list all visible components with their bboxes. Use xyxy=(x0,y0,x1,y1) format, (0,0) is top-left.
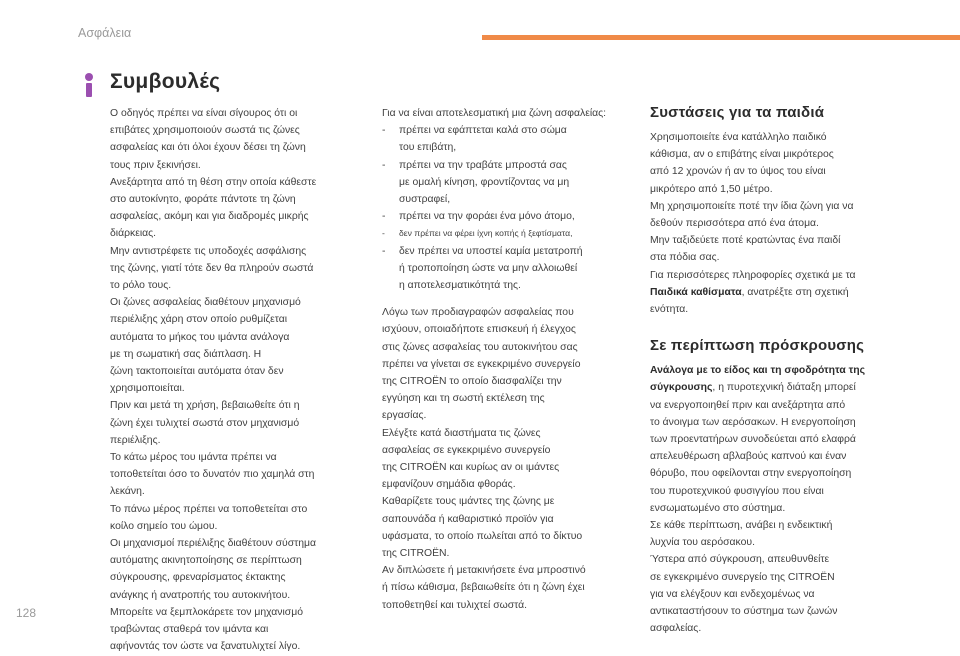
child-seat-reference xyxy=(650,284,910,301)
text-line: ενσωματωμένο στο σύστημα. xyxy=(650,502,786,514)
text-line: Χρησιμοποιείτε ένα κατάλληλο παιδικό xyxy=(650,132,827,143)
text-line: τοποθετηθεί και τυλιχτεί σωστά. xyxy=(382,599,528,611)
children-last-line: ενότητα. xyxy=(650,304,689,316)
text-line: αυτόματης ακινητοποίησης σε περίπτωση xyxy=(110,555,302,567)
children-crash-column xyxy=(650,103,910,637)
maintenance-text xyxy=(382,304,632,614)
text-line: τοποθετείται όσο το δυνατόν πιο χαμηλά στη xyxy=(110,469,315,481)
text-line: των προεντατήρων συνοδεύεται από ελαφρά xyxy=(650,434,856,446)
list-item-line: η αποτελεσματικότητά της. xyxy=(399,280,521,292)
crash-bold-word: σύγκρουσης xyxy=(650,382,713,394)
crash-text xyxy=(650,397,910,638)
crash-section-title: Σε περίπτωση πρόσκρουσης xyxy=(650,337,865,355)
text-line: ασφαλείας. xyxy=(650,623,702,635)
text-line: λεκάνη. xyxy=(110,486,145,498)
text-line: Μην ταξιδεύετε ποτέ κρατώντας ένα παιδί xyxy=(650,235,841,247)
list-item-line: συστραφεί, xyxy=(399,194,451,206)
crash-second-line-rest: , η πυροτεχνική διάταξη μπορεί xyxy=(712,382,856,394)
text-line: επιβάτες χρησιμοποιούν σωστά τις ζώνες xyxy=(110,125,300,137)
list-item xyxy=(382,157,632,209)
text-line: Ύστερα από σύγκρουση, απευθυνθείτε xyxy=(650,554,830,566)
crash-bold-text: Ανάλογα με το είδος και τη σφοδρότητα της xyxy=(650,365,866,377)
text-line: εγγύηση και τη σωστή εκτέλεση της xyxy=(382,393,545,405)
text-line: της ζώνης, γιατί τότε δεν θα πληρούν σωστά xyxy=(110,262,314,274)
text-line: κάθισμα, αν ο επιβάτης είναι μικρότερος xyxy=(650,149,834,161)
text-line: ισχύουν, οποιαδήποτε επισκευή ή έλεγχος xyxy=(382,324,576,336)
text-line: δεθούν περισσότερα από ένα άτομα. xyxy=(650,218,819,230)
text-line: Για περισσότερες πληροφορίες σχετικά με τα xyxy=(650,269,856,281)
text-line: τραβώντας σταθερά τον ιμάντα και xyxy=(110,624,269,636)
crash-second-line xyxy=(650,379,910,396)
crash-bold-line xyxy=(650,362,910,379)
text-line: τους πριν ξεκινήσει. xyxy=(110,159,201,171)
text-line: Το πάνω μέρος πρέπει να τοποθετείται στο xyxy=(110,503,308,515)
text-line: με τη σωματική σας διάπλαση. Η xyxy=(110,348,262,360)
list-item xyxy=(382,122,632,156)
text-line: χρησιμοποιείται. xyxy=(110,383,185,395)
text-line: διάρκειας. xyxy=(110,228,157,240)
text-line: στο αυτοκίνητο, φοράτε πάντοτε τη ζώνη xyxy=(110,194,296,206)
text-line: Οι ζώνες ασφαλείας διαθέτουν μηχανισμό xyxy=(110,297,301,309)
info-icon-stem xyxy=(86,83,92,97)
text-line: Το κάτω μέρος του ιμάντα πρέπει να xyxy=(110,452,277,464)
text-line: Οι μηχανισμοί περιέλιξης διαθέτουν σύστημα xyxy=(110,538,316,550)
list-item xyxy=(382,225,632,242)
text-line: Μη χρησιμοποιείτε ποτέ την ίδια ζώνη για να xyxy=(650,200,854,212)
text-line: λυχνία του αερόσακου. xyxy=(650,537,755,549)
text-line: Ελέγξτε κατά διαστήματα τις ζώνες xyxy=(382,427,541,439)
text-line: εργασίας. xyxy=(382,410,427,422)
list-item xyxy=(382,208,632,225)
text-line: ή πίσω κάθισμα, βεβαιωθείτε ότι η ζώνη έχει xyxy=(382,582,585,594)
list-item-line: με ομαλή κίνηση, φροντίζοντας να μη xyxy=(399,176,570,188)
text-line: αυτόματα το μήκος του ιμάντα ανάλογα xyxy=(110,331,290,343)
page-number: 128 xyxy=(16,606,37,620)
text-line: Λόγω των προδιαγραφών ασφαλείας που xyxy=(382,307,574,319)
child-seat-reference-rest: , ανατρέξτε στη σχετική xyxy=(741,286,849,298)
text-line: σύγκρουσης, φρεναρίσματος έκτακτης xyxy=(110,572,286,584)
text-line: αντικαταστήσουν το σύστημα των ζωνών xyxy=(650,606,838,618)
text-line: στα πόδια σας. xyxy=(650,252,720,264)
effectiveness-list xyxy=(382,122,632,294)
advice-column xyxy=(110,105,358,656)
text-line: Σε κάθε περίπτωση, ανάβει η ενδεικτική xyxy=(650,520,833,532)
text-line: Ο οδηγός πρέπει να είναι σίγουρος ότι οι xyxy=(110,108,298,119)
text-line: ζώνη τακτοποιείται αυτόματα όταν δεν xyxy=(110,366,284,378)
text-line: Ανεξάρτητα από τη θέση στην οποία κάθεστε xyxy=(110,176,317,188)
text-line: το άνοιγμα των αερόσακων. Η ενεργοποίηση xyxy=(650,416,856,428)
text-line: Μην αντιστρέφετε τις υποδοχές ασφάλισης xyxy=(110,245,307,257)
list-item-line: - δεν πρέπει να φέρει ίχνη κοπής ή ξεφτίσματα, xyxy=(399,228,573,239)
text-line: από 12 χρονών ή αν το ύψος του είναι xyxy=(650,166,826,178)
list-item-line: - δεν πρέπει να υποστεί καμία μετατροπή xyxy=(399,245,583,257)
text-line: της CITROËN. xyxy=(382,548,450,560)
text-line: ασφαλείας, ακόμη και για διαδρομές μικρής xyxy=(110,211,309,223)
page-title: Συμβουλές xyxy=(110,70,221,93)
text-line: Πριν και μετά τη χρήση, βεβαιωθείτε ότι η xyxy=(110,400,300,412)
text-line: ασφαλείας και ότι όλοι έχουν δέσει τη ζώνη xyxy=(110,142,306,154)
text-line: Μπορείτε να ξεμπλοκάρετε τον μηχανισμό xyxy=(110,606,303,618)
text-line: Αν διπλώσετε ή μετακινήσετε ένα μπροστινό xyxy=(382,565,586,577)
list-item-line: του επιβάτη, xyxy=(399,142,457,154)
text-line: απελευθέρωση αβλαβούς καπνού και έναν xyxy=(650,451,847,463)
children-section-title: Συστάσεις για τα παιδιά xyxy=(650,104,825,121)
section-label: Ασφάλεια xyxy=(78,26,132,40)
text-line: για να ελέγξουν και ενδεχομένως να xyxy=(650,588,815,600)
text-line: περιέλιξης χάρη στον οποίο ρυθμίζεται xyxy=(110,314,288,326)
list-item-line: - πρέπει να την τραβάτε μπροστά σας xyxy=(399,159,567,171)
list-item-line: - πρέπει να εφάπτεται καλά στο σώμα xyxy=(399,125,567,137)
text-line: θόρυβο, που οφείλονται στην ενεργοποίηση xyxy=(650,468,852,480)
info-icon-dot xyxy=(85,73,93,81)
text-line: της CITROËN και κυρίως αν οι ιμάντες xyxy=(382,462,560,474)
children-text xyxy=(650,129,910,284)
text-line: υφάσματα, το οποίο πωλείται από το δίκτυο xyxy=(382,530,583,542)
text-line: στις ζώνες ασφαλείας του αυτοκινήτου σας xyxy=(382,341,578,353)
info-icon xyxy=(80,70,98,98)
text-line: πρέπει να γίνεται σε εγκεκριμένο συνεργείο xyxy=(382,358,581,370)
text-line: του πυροτεχνικού φυσιγγίου που είναι xyxy=(650,485,824,497)
list-item-line: ή τροποποίηση ώστε να μην αλλοιωθεί xyxy=(399,262,578,274)
effectiveness-column xyxy=(382,105,632,614)
text-line: ασφαλείας σε εγκεκριμένο συνεργείο xyxy=(382,444,551,456)
text-line: περιέλιξης. xyxy=(110,434,161,446)
text-line: ανάγκης ή ανατροπής του αυτοκινήτου. xyxy=(110,589,291,601)
child-seat-link: Παιδικά καθίσματα xyxy=(650,286,742,298)
list-item xyxy=(382,243,632,295)
text-line: μικρότερο από 1,50 μέτρο. xyxy=(650,183,773,195)
list-item-line: - πρέπει να την φοράει ένα μόνο άτομο, xyxy=(399,211,575,223)
text-line: το ρόλο τους. xyxy=(110,280,172,292)
header-accent-bar xyxy=(482,35,960,40)
text-line: να ενεργοποιηθεί πριν και ανεξάρτητα από xyxy=(650,399,846,411)
text-line: σε εγκεκριμένο συνεργείο της CITROËN xyxy=(650,571,835,583)
effectiveness-intro: Για να είναι αποτελεσματική μια ζώνη ασφαλείας: xyxy=(382,108,607,119)
text-line: κοίλο σημείο του ώμου. xyxy=(110,520,218,532)
text-line: ζώνη έχει τυλιχτεί σωστά στον μηχανισμό xyxy=(110,417,300,429)
text-line: Καθαρίζετε τους ιμάντες της ζώνης με xyxy=(382,496,555,508)
text-line: αφήνοντάς τον ώστε να ξανατυλιχτεί λίγο. xyxy=(110,641,301,653)
text-line: της CITROËN το οποίο διασφαλίζει την xyxy=(382,376,562,388)
text-line: εμφανίζουν σημάδια φθοράς. xyxy=(382,479,516,491)
text-line: σαπουνάδα ή καθαριστικό προϊόν για xyxy=(382,513,554,525)
